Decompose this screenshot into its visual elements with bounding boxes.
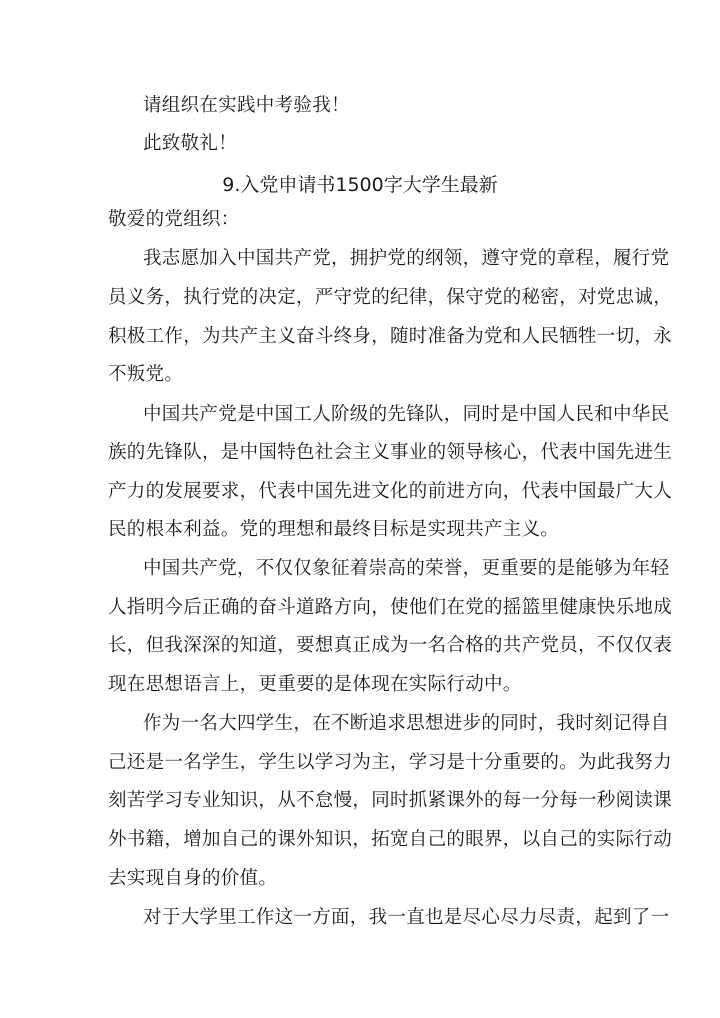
paragraph-line: 员义务，执行党的决定，严守党的纪律，保守党的秘密，对党忠诚， — [108, 287, 673, 308]
paragraph-line: 己还是一名学生，学生以学习为主，学习是十分重要的。为此我努力 — [108, 752, 673, 773]
paragraph-line: 对于大学里工作这一方面，我一直也是尽心尽力尽责，起到了一 — [143, 907, 670, 928]
closing-line-salute: 此致敬礼！ — [143, 133, 238, 154]
paragraph-line: 我志愿加入中国共产党，拥护党的纲领，遵守党的章程，履行党 — [143, 248, 670, 269]
section-title: 9.入党申请书1500字大学生最新 — [222, 174, 498, 196]
closing-line-request: 请组织在实践中考验我！ — [143, 95, 350, 116]
paragraph-line: 积极工作，为共产主义奋斗终身，随时准备为党和人民牺牲一切，永 — [108, 326, 673, 347]
salutation: 敬爱的党组织： — [108, 209, 240, 230]
paragraph-line: 民的根本利益。党的理想和最终目标是实现共产主义。 — [108, 519, 560, 540]
paragraph-line: 刻苦学习专业知识，从不怠慢，同时抓紧课外的每一分每一秒阅读课 — [108, 790, 673, 811]
paragraph-line: 人指明今后正确的奋斗道路方向，使他们在党的摇篮里健康快乐地成 — [108, 597, 673, 618]
paragraph-line: 去实现自身的价值。 — [108, 868, 278, 889]
paragraph-line: 外书籍，增加自己的课外知识，拓宽自己的眼界，以自己的实际行动 — [108, 829, 673, 850]
paragraph-line: 族的先锋队，是中国特色社会主义事业的领导核心，代表中国先进生 — [108, 442, 673, 463]
paragraph-line: 产力的发展要求，代表中国先进文化的前进方向，代表中国最广大人 — [108, 481, 673, 502]
paragraph-line: 长，但我深深的知道，要想真正成为一名合格的共产党员，不仅仅表 — [108, 635, 673, 656]
paragraph-line: 不叛党。 — [108, 364, 184, 385]
paragraph-line: 中国共产党是中国工人阶级的先锋队，同时是中国人民和中华民 — [143, 404, 670, 425]
paragraph-line: 中国共产党，不仅仅象征着崇高的荣誉，更重要的是能够为年轻 — [143, 558, 670, 579]
paragraph-line: 作为一名大四学生，在不断追求思想进步的同时，我时刻记得自 — [143, 713, 670, 734]
paragraph-line: 现在思想语言上，更重要的是体现在实际行动中。 — [108, 674, 522, 695]
